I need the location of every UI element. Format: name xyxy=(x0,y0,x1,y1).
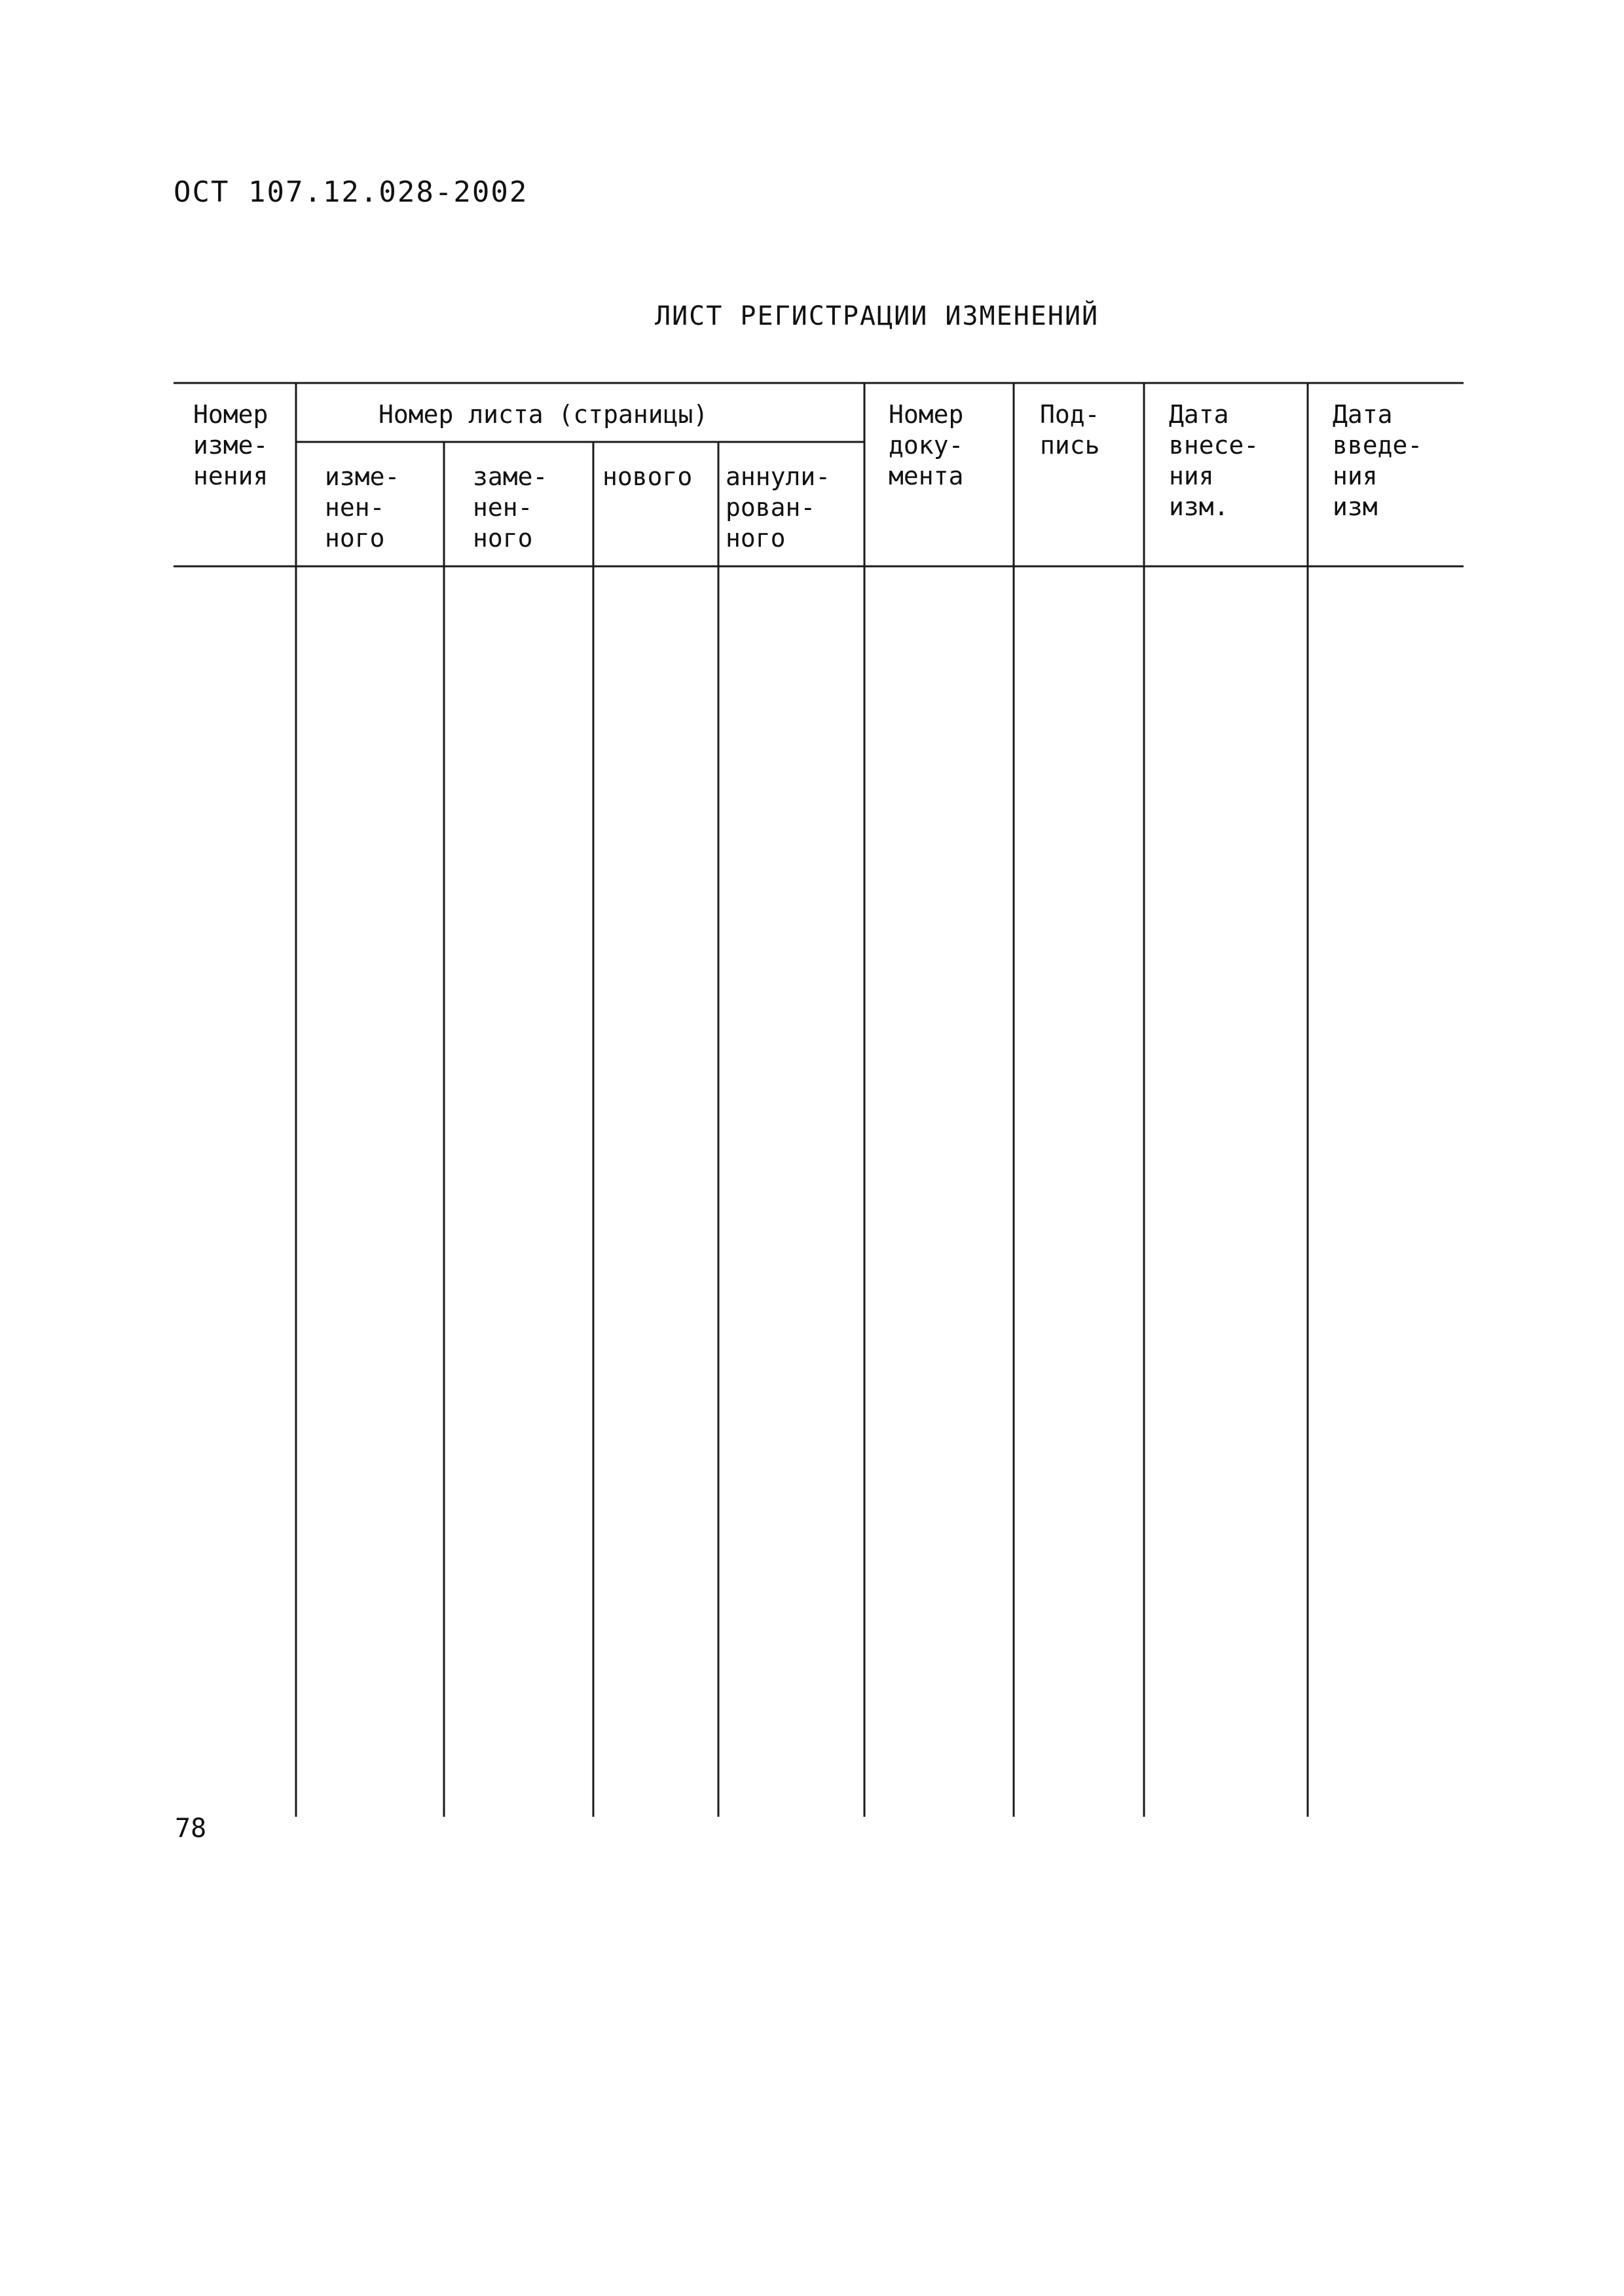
header-new: нового xyxy=(602,462,693,491)
header-cancelled: аннули- рован- ного xyxy=(726,462,831,553)
header-effective-date: Дата введе- ния изм xyxy=(1333,400,1423,521)
header-sheet-number-group: Номер листа (страницы) xyxy=(378,400,709,429)
header-entry-date: Дата внесе- ния изм. xyxy=(1169,400,1259,521)
sheet-title: ЛИСТ РЕГИСТРАЦИИ ИЗМЕНЕНИЙ xyxy=(655,301,1099,331)
page-number: 78 xyxy=(175,1813,207,1844)
document-code: ОСТ 107.12.028-2002 xyxy=(174,175,528,209)
header-replaced: заме- нен- ного xyxy=(473,462,548,553)
header-signature: Под- пись xyxy=(1040,400,1100,460)
header-change-number: Номер изме- нения xyxy=(193,400,268,490)
header-changed: изме- нен- ного xyxy=(325,462,400,553)
header-document-number: Номер доку- мента xyxy=(889,400,964,490)
